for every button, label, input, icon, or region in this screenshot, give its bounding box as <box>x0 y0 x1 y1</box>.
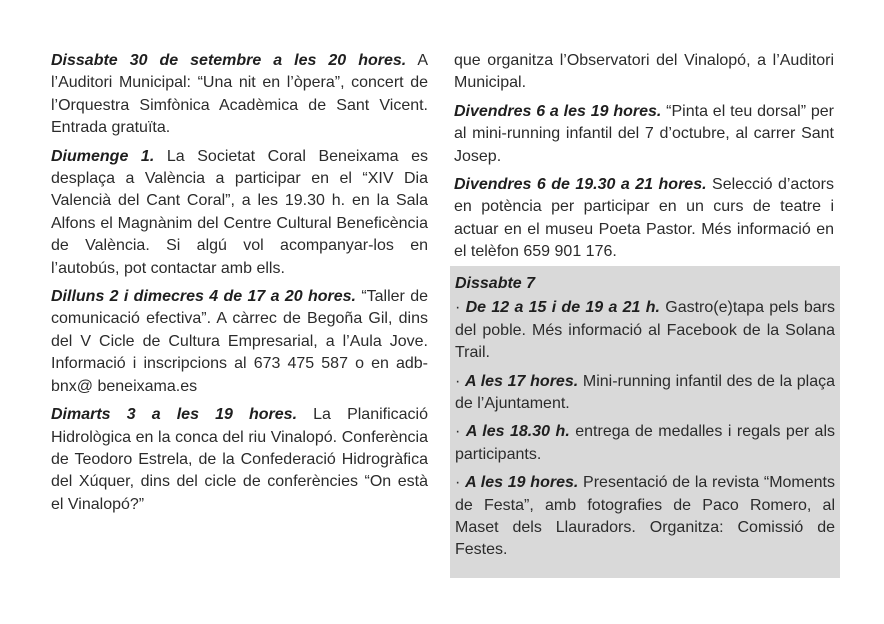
bullet: · <box>455 299 466 317</box>
event-fri-6-dorsal <box>454 101 834 168</box>
saturday-7-content <box>455 273 835 568</box>
event-heading: Divendres 6 a les 19 hores. <box>454 102 662 120</box>
box-item-magazine <box>455 472 835 562</box>
event-text: Selecció d’actors en potència per participar en un curs de teatre i actuar en el museu Poeta Pastor. Més informació en el telèfon 659 901 176. <box>454 176 834 261</box>
event-sun-1 <box>51 146 428 280</box>
bullet: · <box>455 423 466 441</box>
left-column <box>51 50 428 522</box>
event-heading: A les 19 hores. <box>465 474 579 492</box>
event-tue-3 <box>51 404 428 516</box>
box-title: Dissabte 7 <box>455 275 536 292</box>
event-heading: Dimarts 3 a les 19 hores. <box>51 406 298 424</box>
event-text: La Planificació Hidrològica en la conca del riu Vinalopó. Conferència de Teodoro Estrela, de la Confederació Hidrogràfica del Xúquer, dins del cicle de conferències “On està el Vinalopó?” <box>51 406 428 513</box>
event-text: Mini-running infantil des de la plaça de l’Ajuntament. <box>455 372 836 413</box>
event-text: entrega de medalles i regals per als participants. <box>455 423 836 463</box>
event-text: Presentació de la revista “Moments de Festa”, amb fotografies de Paco Romero, al Maset dels Llauradors. Organitza: Comissió de Festes. <box>455 474 835 559</box>
bullet: · <box>455 474 466 492</box>
event-text: que organitza l’Observatori del Vinalopó, a l’Auditori Municipal. <box>454 52 834 92</box>
event-heading: A les 17 hores. <box>465 372 579 390</box>
event-text: A l’Auditori Municipal: “Una nit en l’òpera”, concert de l’Orquestra Simfònica Acadèmica de Sant Vicent. Entrada gratuïta. <box>51 52 428 137</box>
event-text: La Societat Coral Beneixama es desplaça a València a participar en el “XIV Dia Valencià del Cant Coral”, a les 19.30 h. en la Sala Alfons el Magnànim del Centre Cultural Beneficència de València. Si algú vol acompanyar-los en l’autobús, pot contactar amb ells. <box>51 147 428 277</box>
event-text: “Pinta el teu dorsal” per al mini-running infantil del 7 d’octubre, al carrer Sant Josep. <box>454 102 834 165</box>
event-sat-30 <box>51 50 428 140</box>
event-fri-6-casting <box>454 174 834 264</box>
right-column <box>454 50 834 270</box>
event-text: Gastro(e)tapa pels bars del poble. Més informació al Facebook de la Solana Trail. <box>455 299 836 362</box>
event-mon-2-wed-4 <box>51 286 428 398</box>
event-heading: A les 18.30 h. <box>465 423 570 441</box>
box-item-mini-running <box>455 371 835 416</box>
event-heading: Dilluns 2 i dimecres 4 de 17 a 20 hores. <box>51 288 356 306</box>
event-heading: Divendres 6 de 19.30 a 21 hores. <box>454 176 707 194</box>
event-heading: De 12 a 15 i de 19 a 21 h. <box>465 299 660 317</box>
event-heading: Diumenge 1. <box>51 147 155 165</box>
event-tue-3-continued <box>454 50 834 95</box>
box-item-gastrotapa <box>455 297 835 364</box>
saturday-7-box <box>450 266 840 578</box>
event-text: “Taller de comunicació efectiva”. A càrrec de Begoña Gil, dins del V Cicle de Cultura Empresarial, a l’Aula Jove. Informació i inscripcions al 673 475 587 o en adb-bnx@ beneixama.es <box>51 288 429 395</box>
box-item-medals <box>455 421 835 466</box>
bullet: · <box>455 372 466 390</box>
event-heading: Dissabte 30 de setembre a les 20 hores. <box>51 52 407 69</box>
